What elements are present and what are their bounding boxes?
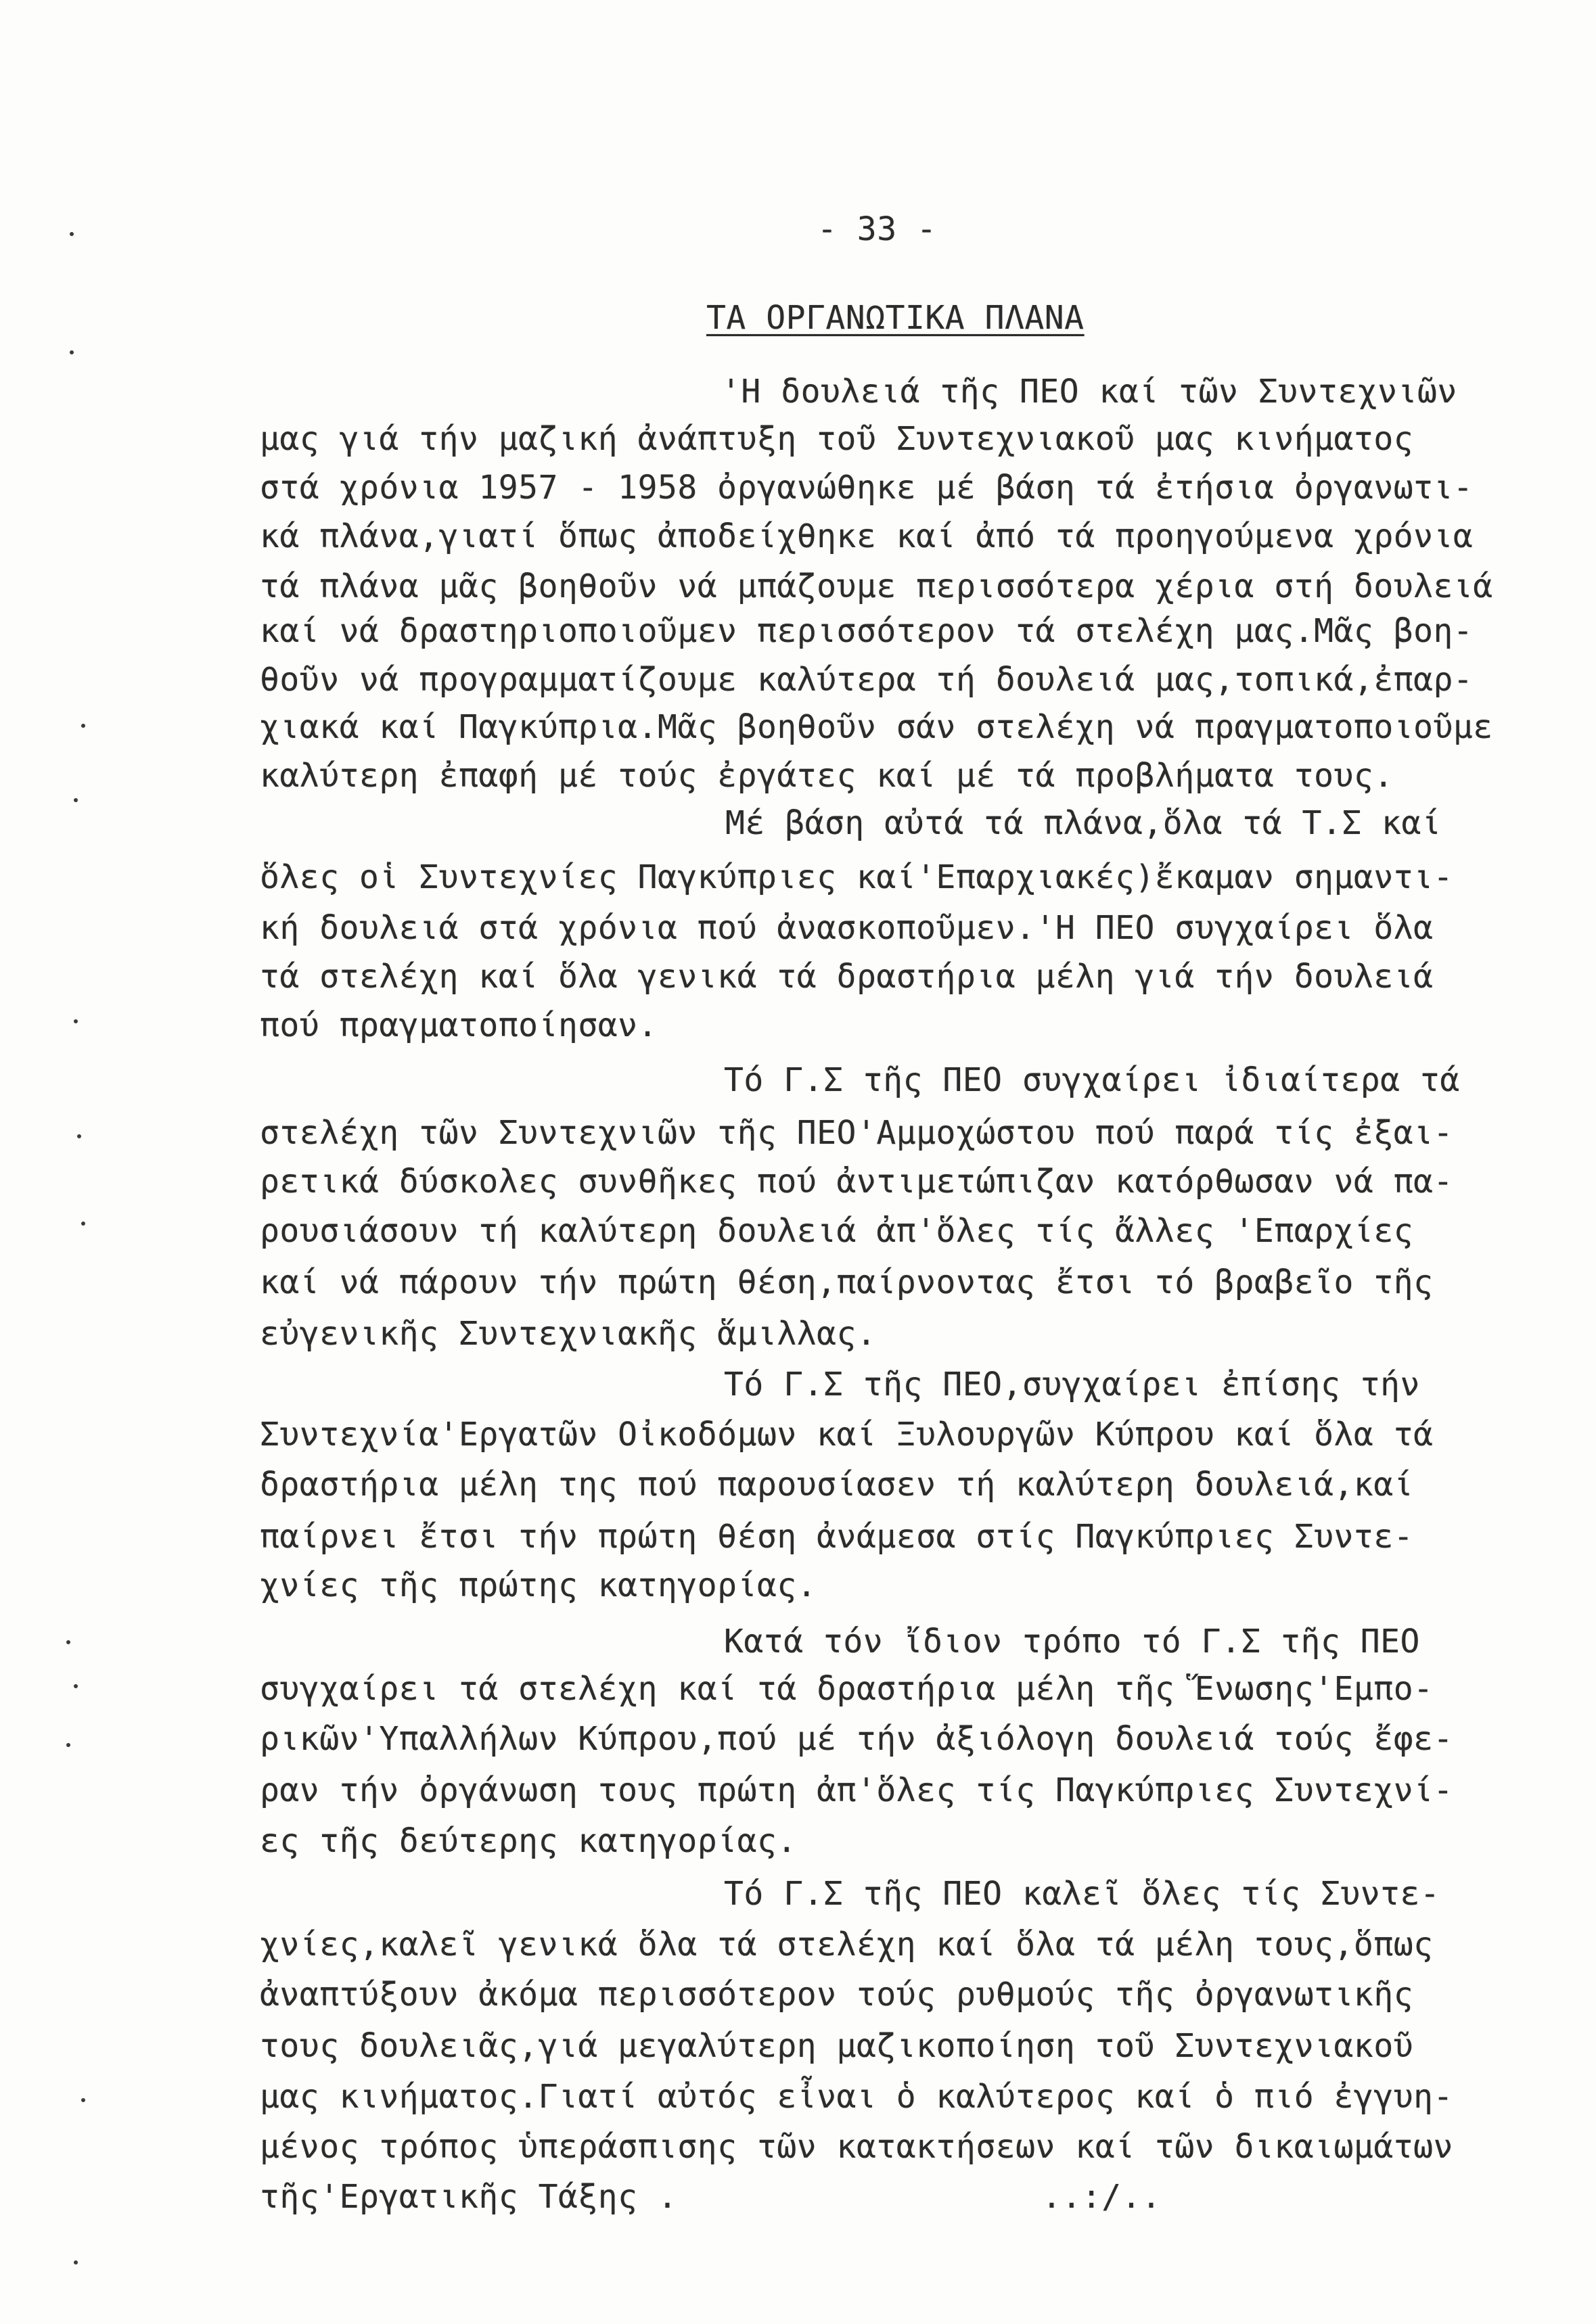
text-line: χνίες,καλεῖ γενικά ὅλα τά στελέχη καί ὅλα τά μέλη τους,ὅπως	[260, 1926, 1434, 1963]
scan-speck	[77, 1134, 81, 1138]
text-line: ἀναπτύξουν ἀκόμα περισσότερον τούς ρυθμούς τῆς ὀργανωτικῆς	[260, 1976, 1414, 2014]
text-line: καλύτερη ἐπαφή μέ τούς ἐργάτες καί μέ τά προβλήματα τους.	[260, 757, 1394, 795]
text-line: ρετικά δύσκολες συνθῆκες πού ἀντιμετώπιζαν κατόρθωσαν νά πα-	[260, 1163, 1453, 1201]
page-number: - 33 -	[817, 210, 937, 248]
text-line: τά στελέχη καί ὅλα γενικά τά δραστήρια μέλη γιά τήν δουλειά	[260, 958, 1434, 996]
text-line: Τό Γ.Σ τῆς ΠΕΟ καλεῖ ὅλες τίς Συντε-	[724, 1875, 1440, 1913]
scan-speck	[74, 1019, 78, 1023]
text-line: εὐγενικῆς Συντεχνιακῆς ἅμιλλας.	[260, 1315, 877, 1353]
text-line: Συντεχνία'Εργατῶν Οἰκοδόμων καί Ξυλουργῶν Κύπρου καί ὅλα τά	[260, 1416, 1434, 1454]
text-line: πού πραγματοποίησαν.	[260, 1006, 658, 1044]
scan-speck	[66, 1640, 70, 1644]
text-line: ραν τήν ὀργάνωση τους πρώτη ἀπ'ὅλες τίς Παγκύπριες Συντεχνί-	[260, 1771, 1453, 1809]
scan-speck	[74, 2260, 78, 2264]
page-title: ΤΑ ΟΡΓΑΝΩΤΙΚΑ ΠΛΑΝΑ	[706, 299, 1085, 337]
text-line: κή δουλειά στά χρόνια πού ἀνασκοποῦμεν.'Η ΠΕΟ συγχαίρει ὅλα	[260, 909, 1434, 947]
text-line: χνίες τῆς πρώτης κατηγορίας.	[260, 1566, 817, 1604]
text-line: δραστήρια μέλη της πού παρουσίασεν τή καλύτερη δουλειά,καί	[260, 1466, 1414, 1504]
text-line: χιακά καί Παγκύπρια.Μᾶς βοηθοῦν σάν στελέχη νά πραγματοποιοῦμε	[260, 708, 1493, 746]
text-line: μας γιά τήν μαζική ἀνάπτυξη τοῦ Συντεχνιακοῦ μας κινήματος	[260, 420, 1414, 458]
scan-speck	[74, 1684, 78, 1688]
text-line: τους δουλειᾶς,γιά μεγαλύτερη μαζικοποίηση τοῦ Συντεχνιακοῦ	[260, 2027, 1414, 2065]
text-line: 'Η δουλειά τῆς ΠΕΟ καί τῶν Συντεχνιῶν	[721, 373, 1457, 411]
text-line: Μέ βάση αὐτά τά πλάνα,ὅλα τά Τ.Σ καί	[725, 804, 1442, 842]
text-line: συγχαίρει τά στελέχη καί τά δραστήρια μέλη τῆς Ἕνωσης'Εμπο-	[260, 1670, 1434, 1708]
text-line: καί νά δραστηριοποιοῦμεν περισσότερον τά στελέχη μας.Μᾶς βοη-	[260, 612, 1474, 650]
text-line: θοῦν νά προγραμματίζουμε καλύτερα τή δουλειά μας,τοπικά,ἐπαρ-	[260, 661, 1474, 699]
text-line: ρουσιάσουν τή καλύτερη δουλειά ἀπ'ὅλες τίς ἄλλες 'Επαρχίες	[260, 1212, 1414, 1250]
text-line: καί νά πάρουν τήν πρώτη θέση,παίρνοντας ἔτσι τό βραβεῖο τῆς	[260, 1263, 1434, 1301]
text-line: στά χρόνια 1957 - 1958 ὀργανώθηκε μέ βάση τά ἐτήσια ὀργανωτι-	[260, 469, 1474, 507]
text-line: Τό Γ.Σ τῆς ΠΕΟ συγχαίρει ἰδιαίτερα τά	[724, 1061, 1460, 1099]
text-line: τά πλάνα μᾶς βοηθοῦν νά μπάζουμε περισσότερα χέρια στή δουλειά	[260, 567, 1493, 605]
text-line: Κατά τόν ἴδιον τρόπο τό Γ.Σ τῆς ΠΕΟ	[724, 1623, 1420, 1660]
scan-speck	[66, 1743, 70, 1747]
scan-speck	[74, 798, 78, 802]
text-line: ὅλες οἱ Συντεχνίες Παγκύπριες καί'Επαρχιακές)ἔκαμαν σημαντι-	[260, 858, 1453, 896]
text-line: ρικῶν'Υπαλλήλων Κύπρου,πού μέ τήν ἀξιόλογη δουλειά τούς ἔφε-	[260, 1720, 1453, 1758]
continuation-mark: ..:/..	[1042, 2178, 1162, 2216]
text-line: μας κινήματος.Γιατί αὐτός εἶναι ὁ καλύτερος καί ὁ πιό ἐγγυη-	[260, 2078, 1453, 2116]
text-line: ες τῆς δεύτερης κατηγορίας.	[260, 1822, 797, 1860]
scan-speck	[81, 2098, 85, 2102]
scan-speck	[70, 350, 74, 354]
text-line: τῆς'Εργατικῆς Τάξης .	[260, 2178, 678, 2216]
scan-speck	[81, 724, 85, 728]
text-line: παίρνει ἔτσι τήν πρώτη θέση ἀνάμεσα στίς Παγκύπριες Συντε-	[260, 1518, 1414, 1556]
scan-speck	[81, 1222, 85, 1226]
scan-speck	[70, 232, 74, 236]
text-line: Τό Γ.Σ τῆς ΠΕΟ,συγχαίρει ἐπίσης τήν	[724, 1366, 1420, 1403]
text-line: μένος τρόπος ὑπεράσπισης τῶν κατακτήσεων καί τῶν δικαιωμάτων	[260, 2128, 1453, 2166]
text-line: κά πλάνα,γιατί ὅπως ἀποδείχθηκε καί ἀπό τά προηγούμενα χρόνια	[260, 517, 1474, 555]
text-line: στελέχη τῶν Συντεχνιῶν τῆς ΠΕΟ'Αμμοχώστου πού παρά τίς ἐξαι-	[260, 1114, 1453, 1152]
